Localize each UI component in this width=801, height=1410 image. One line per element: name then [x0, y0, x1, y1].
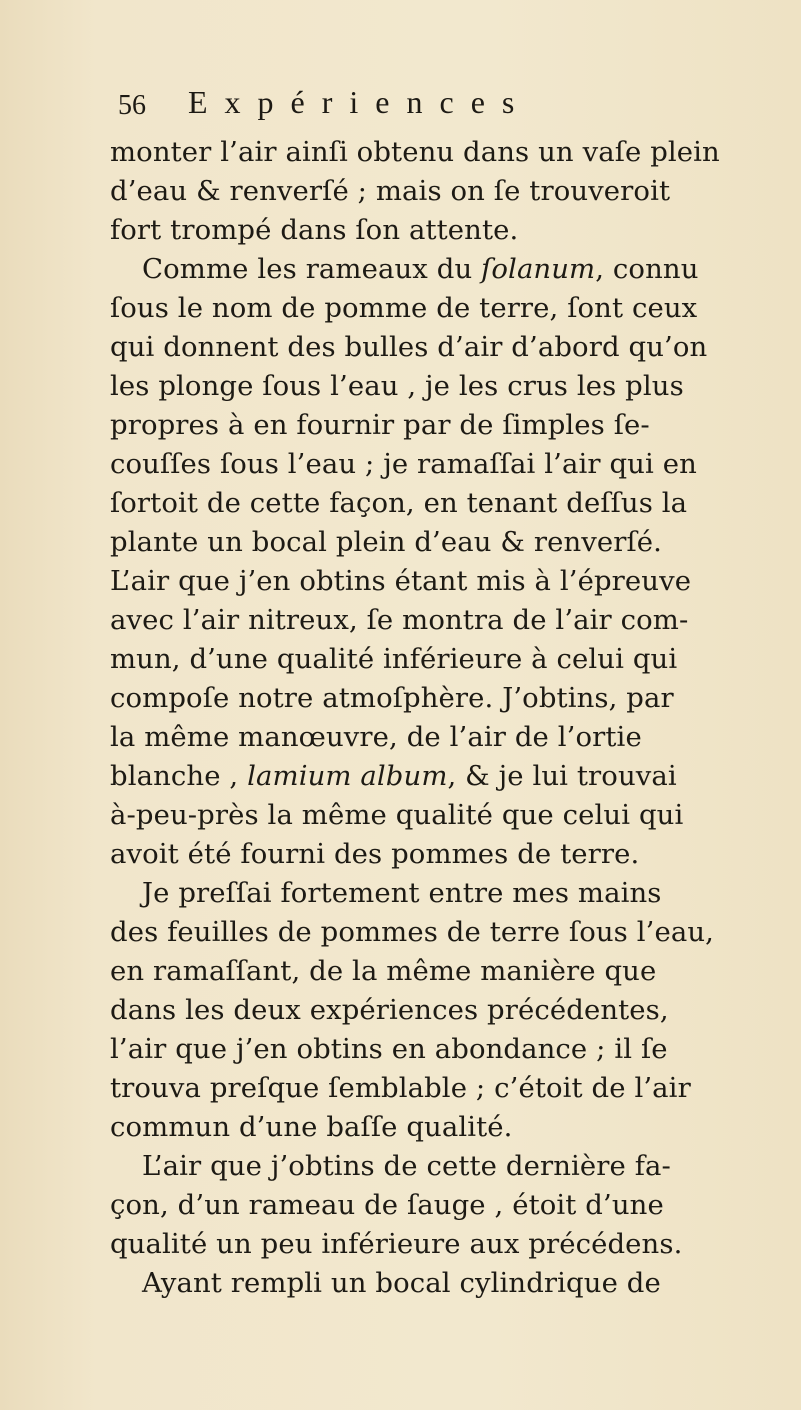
text-line: monter l’air ainſi obtenu dans un vaſe plein — [110, 136, 720, 168]
body-text — [110, 133, 800, 1303]
text-line: Je preſſai fortement entre mes mains — [142, 877, 662, 909]
page-number: 56 — [118, 90, 146, 121]
text-line: en ramaſſant, de la même manière que — [110, 955, 657, 987]
text-line: fort trompé dans ſon attente. — [110, 214, 519, 246]
text-line: avec l’air nitreux, ſe montra de l’air com- — [110, 604, 689, 636]
text-line: d’eau & renverſé ; mais on ſe trouveroit — [110, 175, 671, 207]
text-line: L’air que j’obtins de cette dernière fa- — [142, 1150, 671, 1182]
text-line: les plonge ſous l’eau , je les crus les plus — [110, 370, 684, 402]
text-line: çon, d’un rameau de ſauge , étoit d’une — [110, 1189, 664, 1221]
text-span: Comme les rameaux du — [142, 253, 482, 285]
text-line: couſſes ſous l’eau ; je ramaſſai l’air qui en — [110, 448, 697, 480]
text-line: l’air que j’en obtins en abondance ; il ſe — [110, 1033, 668, 1065]
text-line — [110, 757, 800, 796]
text-line: qualité un peu inférieure aux précédens. — [110, 1228, 683, 1260]
text-span: blanche , — [110, 760, 248, 792]
text-span: , & je lui trouvai — [447, 760, 677, 792]
text-line: plante un bocal plein d’eau & renverſé. — [110, 526, 663, 558]
latin-term: lamium album — [247, 760, 448, 792]
latin-term: ſolanum — [481, 253, 596, 285]
text-line: dans les deux expériences précédentes, — [110, 994, 669, 1026]
text-line: des feuilles de pommes de terre ſous l’eau, — [110, 916, 714, 948]
text-line: trouva preſque ſemblable ; c’étoit de l’air — [110, 1072, 691, 1104]
page-header — [118, 84, 718, 130]
text-line: propres à en fournir par de ſimples ſe- — [110, 409, 650, 441]
text-line: à-peu-près la même qualité que celui qui — [110, 799, 684, 831]
text-line: ſous le nom de pomme de terre, ſont ceux — [110, 292, 698, 324]
running-title: Expériences — [188, 84, 532, 120]
text-line: ſortoit de cette façon, en tenant deſſus la — [110, 487, 688, 519]
text-line: compoſe notre atmoſphère. J’obtins, par — [110, 682, 674, 714]
text-line: avoit été fourni des pommes de terre. — [110, 838, 640, 870]
text-line — [110, 250, 800, 289]
text-line: L’air que j’en obtins étant mis à l’épreuve — [110, 565, 692, 597]
text-line: mun, d’une qualité inférieure à celui qui — [110, 643, 678, 675]
text-line: Ayant rempli un bocal cylindrique de — [142, 1267, 661, 1299]
text-line: la même manœuvre, de l’air de l’ortie — [110, 721, 642, 753]
text-span: , connu — [595, 253, 699, 285]
text-line: commun d’une baſſe qualité. — [110, 1111, 513, 1143]
text-line: qui donnent des bulles d’air d’abord qu’on — [110, 331, 708, 363]
